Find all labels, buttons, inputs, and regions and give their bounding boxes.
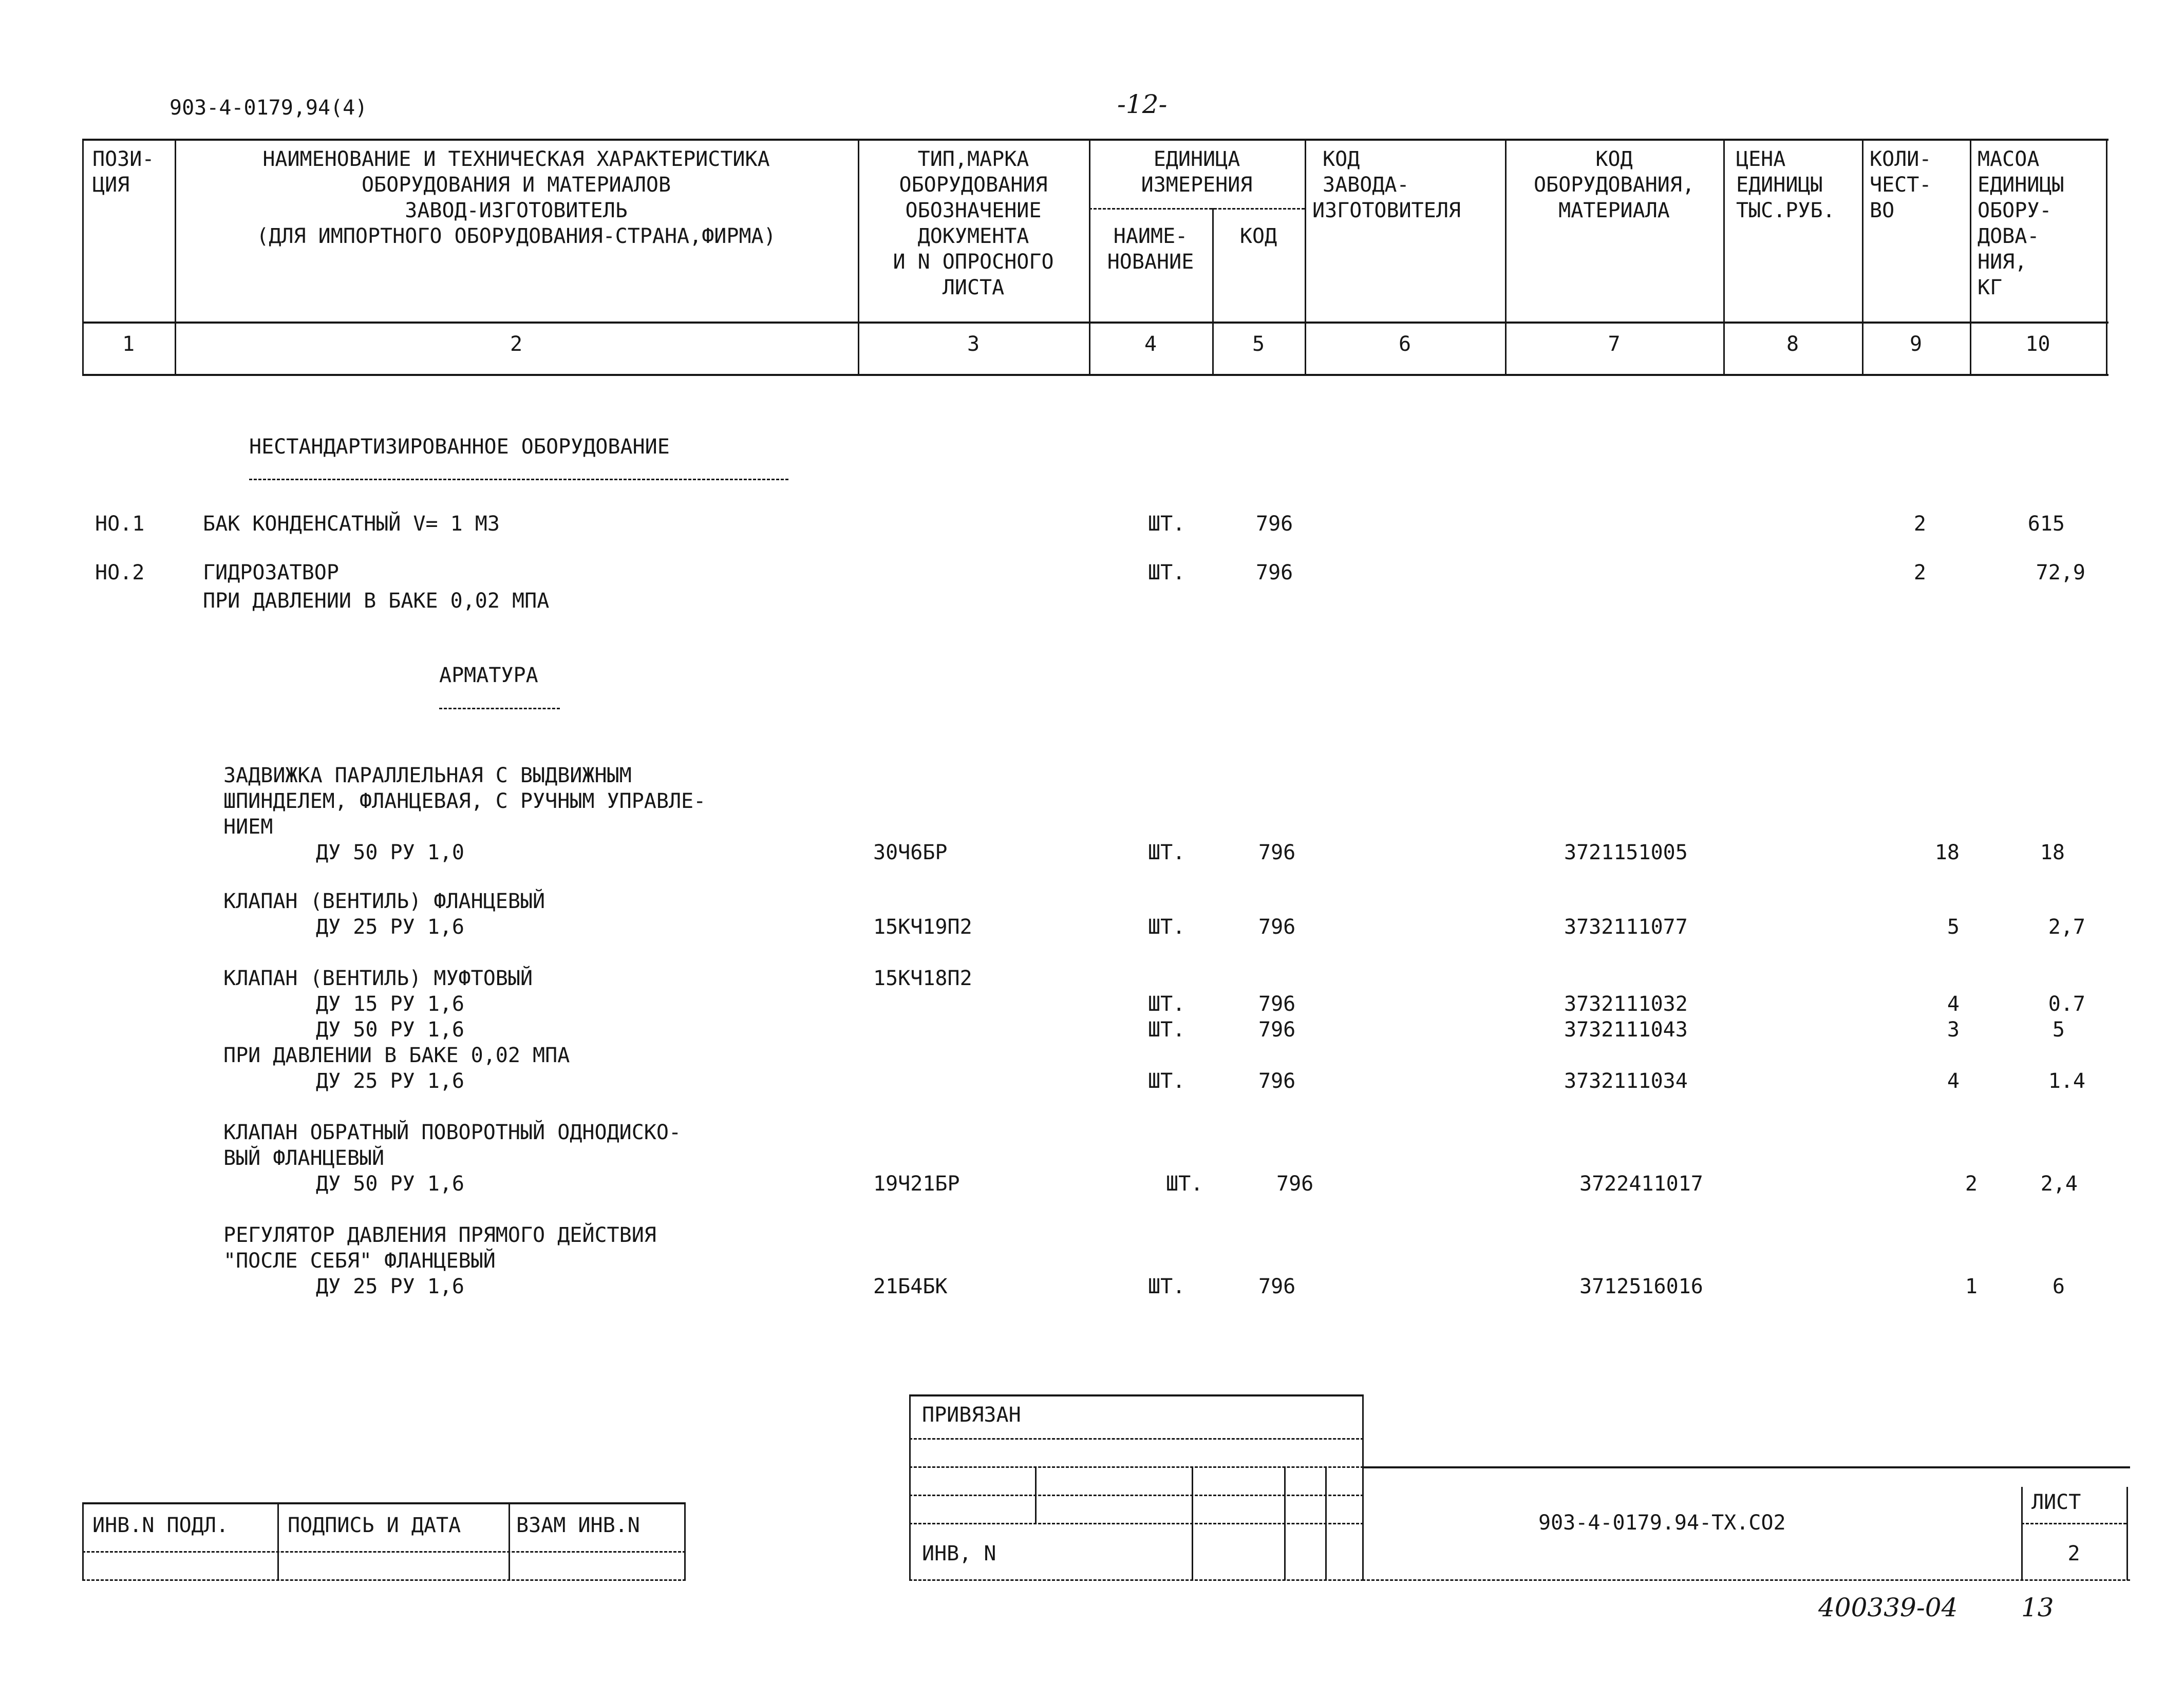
row-name: КЛАПАН ОБРАТНЫЙ ПОВОРОТНЫЙ ОДНОДИСКО- <box>223 1121 682 1144</box>
page-mark: -12- <box>1117 89 1168 119</box>
row-unit: ШТ. <box>1148 1018 1185 1042</box>
stamp-rule <box>1362 1466 2130 1468</box>
header-col10-line6: КГ <box>1978 276 2003 299</box>
row-qty: 4 <box>1947 1069 1960 1093</box>
row-name: КЛАПАН (ВЕНТИЛЬ) ФЛАНЦЕВЫЙ <box>223 890 545 913</box>
label-inv-podl: ИНВ.N ПОДЛ. <box>92 1514 229 1537</box>
row-mass: 1.4 <box>2048 1069 2085 1093</box>
row-size: ДУ 15 РУ 1,6 <box>316 992 464 1016</box>
row-name: БАК КОНДЕНСАТНЫЙ V= 1 М3 <box>203 512 500 536</box>
header-col3-line2: ОБОРУДОВАНИЯ <box>899 173 1048 197</box>
header-col3-line5: И N ОПРОСНОГО <box>893 250 1054 274</box>
row-material-code: 3721151005 <box>1564 841 1688 864</box>
row-unit-code: 796 <box>1258 992 1296 1016</box>
row-mass: 18 <box>2040 841 2065 864</box>
stamp-rule <box>909 1579 1364 1581</box>
section-underline <box>439 708 560 709</box>
header-col3-line3: ОБОЗНАЧЕНИЕ <box>905 199 1042 222</box>
header-col10-line3: ОБОРУ- <box>1978 199 2052 222</box>
header-col2-line2: ОБОРУДОВАНИЯ И МАТЕРИАЛОВ <box>361 173 671 197</box>
header-col6-line3: ИЗГОТОВИТЕЛЯ <box>1312 199 1461 222</box>
row-unit: ШТ. <box>1166 1172 1203 1196</box>
header-col6-line2: ЗАВОДА- <box>1323 173 1409 197</box>
stamp-divider <box>1192 1466 1193 1580</box>
header-unit-group-line2: ИЗМЕРЕНИЯ <box>1141 173 1253 197</box>
header-bottom-rule <box>82 374 2108 376</box>
row-qty: 3 <box>1947 1018 1960 1042</box>
row-unit-code: 796 <box>1258 1275 1296 1298</box>
row-type: 21Б4БК <box>873 1275 948 1298</box>
stamp-rule <box>82 1579 686 1581</box>
stamp-divider <box>909 1394 911 1580</box>
stamp-divider <box>1362 1394 1364 1580</box>
row-unit-code: 796 <box>1256 512 1293 536</box>
row-name: КЛАПАН (ВЕНТИЛЬ) МУФТОВЫЙ <box>223 967 533 990</box>
header-col6-line1: КОД <box>1323 147 1360 171</box>
row-size: ДУ 50 РУ 1,6 <box>316 1172 464 1196</box>
list-number: 2 <box>2067 1542 2080 1565</box>
col-divider <box>2106 139 2107 375</box>
row-unit-code: 796 <box>1256 561 1293 584</box>
header-col4-line2: НОВАНИЕ <box>1107 250 1194 274</box>
privyazan-label: ПРИВЯЗАН <box>922 1403 1021 1427</box>
row-name: ВЫЙ ФЛАНЦЕВЫЙ <box>223 1146 385 1170</box>
section-underline <box>249 479 788 480</box>
stamp-rule <box>909 1394 1364 1396</box>
header-col10-line2: ЕДИНИЦЫ <box>1978 173 2064 197</box>
stamp-rule <box>909 1438 1364 1440</box>
row-mass: 6 <box>2052 1275 2065 1298</box>
row-name: "ПОСЛЕ СЕБЯ" ФЛАНЦЕВЫЙ <box>223 1249 496 1273</box>
stamp-rule <box>909 1523 1364 1524</box>
row-size: ДУ 25 РУ 1,6 <box>316 915 464 939</box>
row-mass: 5 <box>2052 1018 2065 1042</box>
doc-code-top: 903-4-0179,94(4) <box>170 96 368 120</box>
row-mass: 2,4 <box>2040 1172 2078 1196</box>
row-unit: ШТ. <box>1148 992 1185 1016</box>
header-col3-line1: ТИП,МАРКА <box>917 147 1029 171</box>
header-col2-line3: ЗАВОД-ИЗГОТОВИТЕЛЬ <box>405 199 628 222</box>
col-number: 3 <box>967 332 980 356</box>
header-col1-line1: ПОЗИ- <box>92 147 155 171</box>
stamp-rule <box>909 1466 1364 1468</box>
header-col8-line3: ТЫС.РУБ. <box>1736 199 1835 222</box>
header-col2-line1: НАИМЕНОВАНИЕ И ТЕХНИЧЕСКАЯ ХАРАКТЕРИСТИКА <box>262 147 770 171</box>
stamp-rule <box>2021 1523 2126 1524</box>
row-qty: 2 <box>1965 1172 1978 1196</box>
stamp-divider <box>509 1502 510 1580</box>
row-unit: ШТ. <box>1148 841 1185 864</box>
header-unit-group-line1: ЕДИНИЦА <box>1153 147 1240 171</box>
row-qty: 18 <box>1934 841 1960 864</box>
row-unit-code: 796 <box>1258 915 1296 939</box>
col-number: 10 <box>2025 332 2050 356</box>
unit-group-rule <box>1089 208 1305 210</box>
row-material-code: 3722411017 <box>1579 1172 1703 1196</box>
row-material-code: 3732111034 <box>1564 1069 1688 1093</box>
header-col3-line6: ЛИСТА <box>942 276 1005 299</box>
footer-doc-code: 903-4-0179.94-ТХ.СО2 <box>1538 1511 1786 1535</box>
row-name: РЕГУЛЯТОР ДАВЛЕНИЯ ПРЯМОГО ДЕЙСТВИЯ <box>223 1223 656 1247</box>
header-top-rule <box>82 139 2108 141</box>
row-note: ПРИ ДАВЛЕНИИ В БАКЕ 0,02 МПА <box>223 1044 570 1067</box>
handwritten-archive-code: 400339-04 <box>1818 1593 1958 1622</box>
row-qty: 2 <box>1913 512 1926 536</box>
row-unit: ШТ. <box>1148 1275 1185 1298</box>
list-label: ЛИСТ <box>2031 1490 2081 1514</box>
stamp-divider <box>2126 1487 2128 1580</box>
header-col10-line1: МАСОА <box>1978 147 2040 171</box>
header-col9-line2: ЧЕСТ- <box>1870 173 1932 197</box>
stamp-divider <box>1284 1466 1286 1580</box>
row-unit-code: 796 <box>1258 1018 1296 1042</box>
row-name: ШПИНДЕЛЕМ, ФЛАНЦЕВАЯ, С РУЧНЫМ УПРАВЛЕ- <box>223 789 706 813</box>
col-number: 9 <box>1909 332 1923 356</box>
col-number: 2 <box>510 332 523 356</box>
header-col10-line5: НИЯ, <box>1978 250 2027 274</box>
stamp-divider <box>277 1502 279 1580</box>
header-mid-rule <box>82 322 2108 324</box>
row-size: ДУ 50 РУ 1,0 <box>316 841 464 864</box>
label-signature-date: ПОДПИСЬ И ДАТА <box>288 1514 461 1537</box>
row-position: НО.1 <box>95 512 145 536</box>
row-material-code: 3732111032 <box>1564 992 1688 1016</box>
stamp-divider <box>82 1502 84 1580</box>
handwritten-page-number: 13 <box>2021 1593 2054 1622</box>
row-material-code: 3732111043 <box>1564 1018 1688 1042</box>
row-size: ДУ 25 РУ 1,6 <box>316 1275 464 1298</box>
inv-label: ИНВ, N <box>922 1542 996 1565</box>
row-unit: ШТ. <box>1148 1069 1185 1093</box>
col-number: 7 <box>1608 332 1621 356</box>
stamp-divider <box>1325 1466 1327 1580</box>
row-name-note: ПРИ ДАВЛЕНИИ В БАКЕ 0,02 МПА <box>203 589 550 613</box>
row-material-code: 3712516016 <box>1579 1275 1703 1298</box>
col-number: 1 <box>122 332 135 356</box>
row-qty: 1 <box>1965 1275 1978 1298</box>
header-col1-line2: ЦИЯ <box>92 173 130 197</box>
row-unit-code: 796 <box>1276 1172 1314 1196</box>
row-mass: 72,9 <box>2036 561 2085 584</box>
row-type: 30Ч6БР <box>873 841 948 864</box>
row-type: 15КЧ18П2 <box>873 967 972 990</box>
row-type: 15КЧ19П2 <box>873 915 972 939</box>
row-unit: ШТ. <box>1148 561 1185 584</box>
row-size: ДУ 25 РУ 1,6 <box>316 1069 464 1093</box>
col-number: 4 <box>1144 332 1157 356</box>
stamp-rule <box>82 1551 686 1553</box>
header-col9-line1: КОЛИ- <box>1870 147 1932 171</box>
row-material-code: 3732111077 <box>1564 915 1688 939</box>
row-unit-code: 796 <box>1258 841 1296 864</box>
row-name: ГИДРОЗАТВОР <box>203 561 339 584</box>
row-position: НО.2 <box>95 561 145 584</box>
stamp-rule <box>82 1502 686 1504</box>
header-col5: КОД <box>1239 224 1277 248</box>
header-col3-line4: ДОКУМЕНТА <box>917 224 1029 248</box>
row-mass: 2,7 <box>2048 915 2085 939</box>
stamp-divider <box>684 1502 686 1580</box>
stamp-rule <box>909 1495 1364 1496</box>
row-unit: ШТ. <box>1148 512 1185 536</box>
header-col8-line2: ЕДИНИЦЫ <box>1736 173 1823 197</box>
row-mass: 0.7 <box>2048 992 2085 1016</box>
row-name: ЗАДВИЖКА ПАРАЛЛЕЛЬНАЯ С ВЫДВИЖНЫМ <box>223 764 632 787</box>
header-col7-line2: ОБОРУДОВАНИЯ, <box>1533 173 1695 197</box>
header-col10-line4: ДОВА- <box>1978 224 2040 248</box>
header-col2-line4: (ДЛЯ ИМПОРТНОГО ОБОРУДОВАНИЯ-СТРАНА,ФИРМА) <box>256 224 776 248</box>
row-mass: 615 <box>2027 512 2065 536</box>
row-qty: 4 <box>1947 992 1960 1016</box>
header-col7-line1: КОД <box>1595 147 1633 171</box>
stamp-divider <box>2021 1487 2023 1580</box>
section-title-nonstandard: НЕСТАНДАРТИЗИРОВАННОЕ ОБОРУДОВАНИЕ <box>249 435 670 459</box>
col-number: 6 <box>1398 332 1411 356</box>
header-col7-line3: МАТЕРИАЛА <box>1558 199 1670 222</box>
row-type: 19Ч21БР <box>873 1172 960 1196</box>
header-col9-line3: ВО <box>1870 199 1895 222</box>
header-col8-line1: ЦЕНА <box>1736 147 1786 171</box>
row-qty: 2 <box>1913 561 1926 584</box>
row-unit-code: 796 <box>1258 1069 1296 1093</box>
header-col4-line1: НАИМЕ- <box>1113 224 1188 248</box>
stamp-divider <box>1035 1466 1037 1523</box>
row-size: ДУ 50 РУ 1,6 <box>316 1018 464 1042</box>
col-number: 5 <box>1252 332 1265 356</box>
row-qty: 5 <box>1947 915 1960 939</box>
row-unit: ШТ. <box>1148 915 1185 939</box>
col-number: 8 <box>1786 332 1799 356</box>
section-title-armatura: АРМАТУРА <box>439 664 538 687</box>
row-name: НИЕМ <box>223 815 273 839</box>
label-vzam-inv: ВЗАМ ИНВ.N <box>516 1514 640 1537</box>
stamp-rule <box>1362 1579 2130 1581</box>
